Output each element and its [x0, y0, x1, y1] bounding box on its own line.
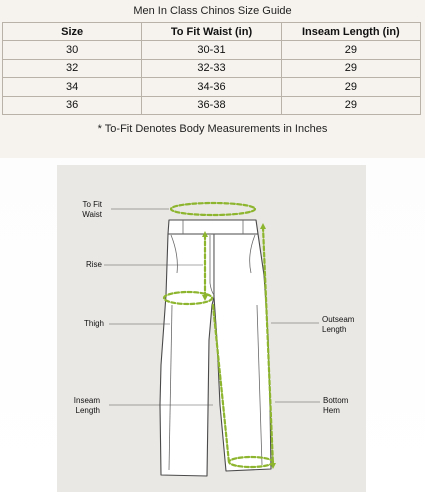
label-bottom-hem: Bottom Hem: [323, 396, 349, 415]
table-row: [3, 96, 421, 114]
table-row: [3, 59, 421, 77]
label-thigh: Thigh: [83, 319, 104, 328]
waist-cell: 34-36: [142, 78, 281, 96]
size-footnote: * To-Fit Denotes Body Measurements in Inches: [97, 123, 328, 135]
waist-cell: 36-38: [142, 96, 281, 114]
label-to-fit-waist: To Fit Waist: [82, 200, 102, 219]
waist-cell: 32-33: [142, 59, 281, 77]
size-guide-card: [0, 0, 425, 158]
inseam-cell: 29: [281, 59, 420, 77]
inseam-cell: 29: [281, 41, 420, 59]
table-row: [3, 41, 421, 59]
waist-measure: [171, 203, 255, 215]
column-header-size: Size: [3, 23, 142, 41]
table-header-row: [3, 23, 421, 41]
size-table: [2, 22, 421, 115]
table-row: [3, 78, 421, 96]
column-header-waist: To Fit Waist (in): [142, 23, 281, 41]
label-inseam-length: Inseam Length: [73, 396, 100, 415]
inseam-cell: 29: [281, 78, 420, 96]
size-cell: 30: [3, 41, 142, 59]
label-outseam-length: Outseam Length: [322, 315, 355, 334]
size-cell: 32: [3, 59, 142, 77]
size-cell: 36: [3, 96, 142, 114]
size-cell: 34: [3, 78, 142, 96]
size-guide-title: Men In Class Chinos Size Guide: [133, 5, 292, 17]
inseam-cell: 29: [281, 96, 420, 114]
waist-cell: 30-31: [142, 41, 281, 59]
column-header-inseam: Inseam Length (in): [281, 23, 420, 41]
label-rise: Rise: [85, 260, 102, 269]
